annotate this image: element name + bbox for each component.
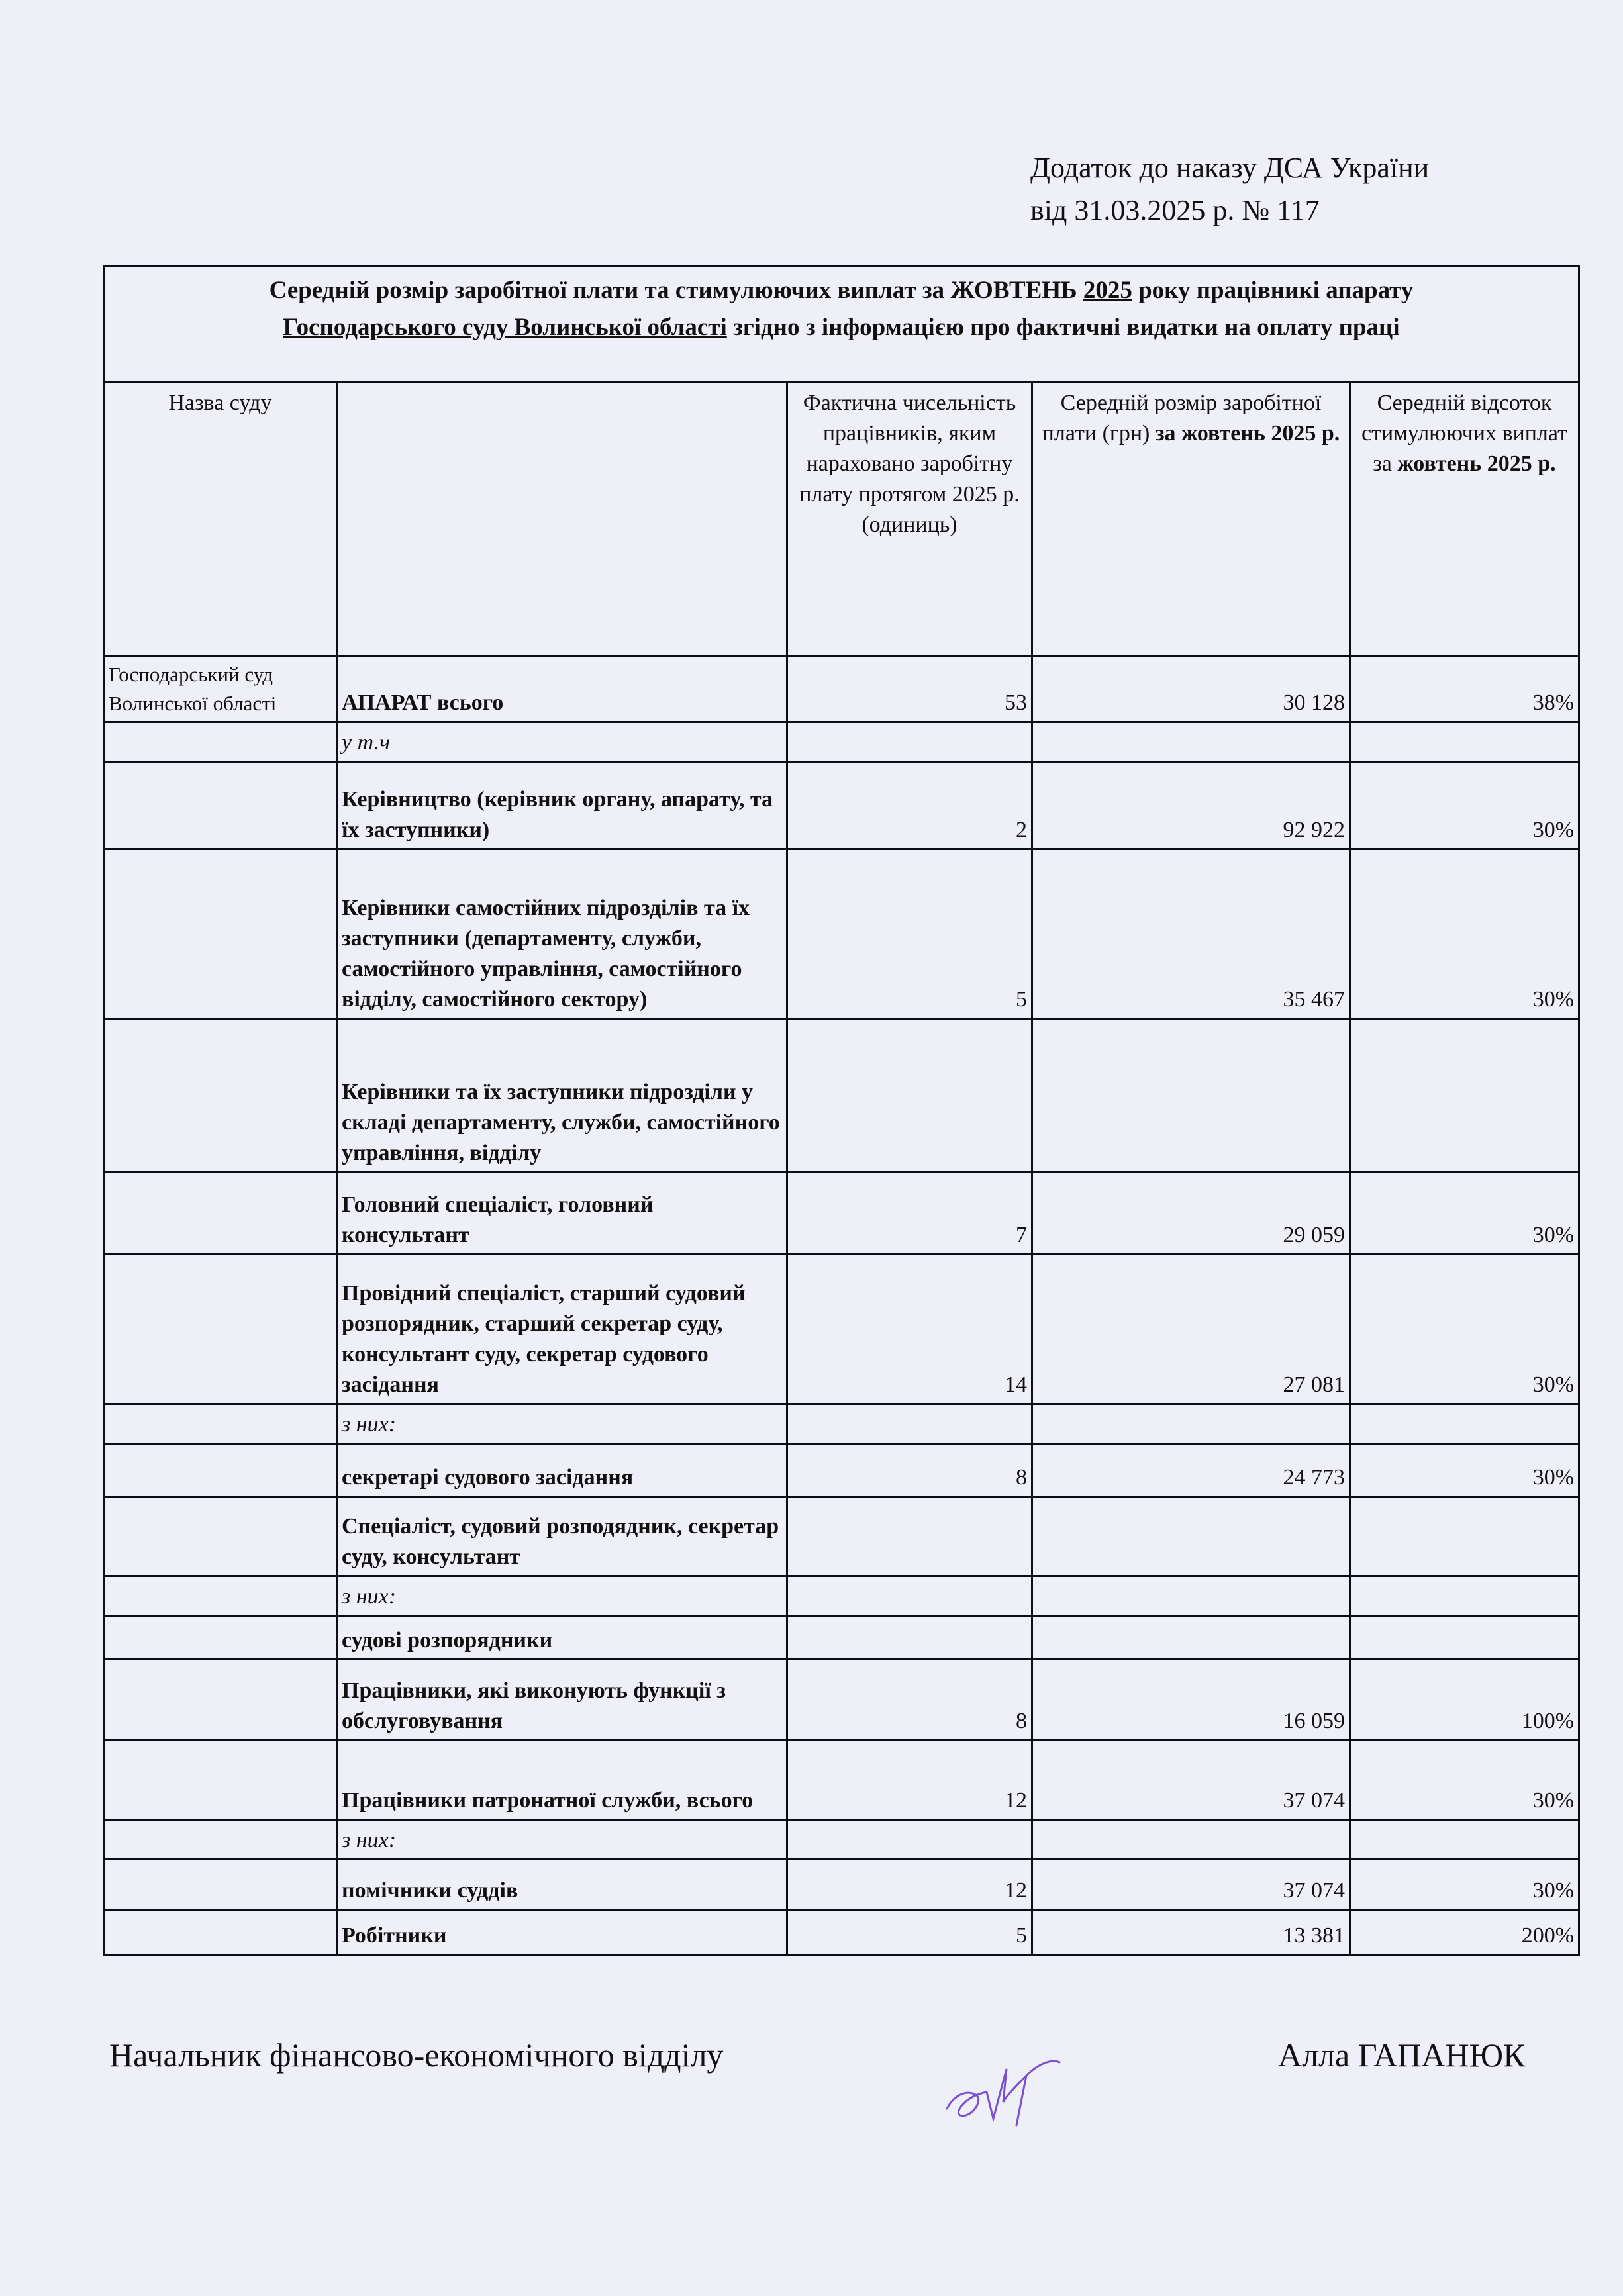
table-row: [104, 1660, 1579, 1741]
row-count: 14: [787, 1255, 1032, 1404]
row-category: Керівники та їх заступники підрозділи у складі департаменту, служби, самостійного управління, відділу: [337, 1019, 787, 1172]
row-count: 8: [787, 1444, 1032, 1497]
row-category: Головний спеціаліст, головний консультант: [337, 1172, 787, 1255]
row-salary: 24 773: [1032, 1444, 1350, 1497]
row-court-name: [104, 1497, 337, 1576]
table-row: [104, 1404, 1579, 1444]
table-title-row: [104, 266, 1579, 382]
table-row: [104, 657, 1579, 722]
table-row: [104, 1444, 1579, 1497]
header-salary: Середній розмір заробітної плати (грн) за жовтень 2025 р.: [1032, 382, 1350, 657]
table-row: [104, 849, 1579, 1019]
table-row: [104, 1910, 1579, 1955]
row-salary: 37 074: [1032, 1860, 1350, 1910]
row-count: 5: [787, 1910, 1032, 1955]
annex-note: [1030, 147, 1429, 232]
row-count: 53: [787, 657, 1032, 722]
table-row: [104, 1172, 1579, 1255]
header-court-name: Назва суду: [104, 382, 337, 657]
row-bonus: 30%: [1350, 1444, 1579, 1497]
row-category: судові розпорядники: [337, 1616, 787, 1660]
row-salary: 16 059: [1032, 1660, 1350, 1741]
row-bonus: 200%: [1350, 1910, 1579, 1955]
row-count: 5: [787, 849, 1032, 1019]
table-row: [104, 1860, 1579, 1910]
row-salary: [1032, 722, 1350, 762]
table-title: Середній розмір заробітної плати та стимулюючих виплат за ЖОВТЕНЬ 2025 року працівникі апарату Господарського суду Волинської області згідно з інформацією про фактичні видатки на оплату праці: [104, 266, 1579, 382]
table-row: [104, 1255, 1579, 1404]
row-court-name: [104, 1172, 337, 1255]
row-salary: [1032, 1820, 1350, 1860]
row-bonus: 30%: [1350, 1741, 1579, 1820]
row-court-name: [104, 1255, 337, 1404]
title-year: 2025: [1083, 277, 1132, 304]
row-bonus: 30%: [1350, 762, 1579, 849]
row-category: Керівництво (керівник органу, апарату, та їх заступники): [337, 762, 787, 849]
salary-table: [103, 265, 1580, 1956]
row-count: 7: [787, 1172, 1032, 1255]
title-court: Господарського суду Волинської області: [283, 314, 727, 341]
row-category: Спеціаліст, судовий розподядник, секретар суду, консультант: [337, 1497, 787, 1576]
row-salary: [1032, 1019, 1350, 1172]
table-row: [104, 1576, 1579, 1616]
row-salary: 27 081: [1032, 1255, 1350, 1404]
table-row: [104, 1741, 1579, 1820]
row-court-name: [104, 1860, 337, 1910]
row-count: [787, 1019, 1032, 1172]
row-court-name: [104, 1019, 337, 1172]
row-court-name: [104, 1660, 337, 1741]
table-row: [104, 1497, 1579, 1576]
row-bonus: [1350, 1497, 1579, 1576]
signature-icon: [940, 2056, 1066, 2138]
row-count: [787, 1497, 1032, 1576]
row-category: АПАРАТ всього: [337, 657, 787, 722]
row-court-name: Господарський суд Волинської області: [104, 657, 337, 722]
row-category: секретарі судового засідання: [337, 1444, 787, 1497]
table-row: [104, 762, 1579, 849]
row-category: з них:: [337, 1404, 787, 1444]
row-salary: [1032, 1576, 1350, 1616]
table-row: [104, 1019, 1579, 1172]
row-court-name: [104, 849, 337, 1019]
row-count: 12: [787, 1860, 1032, 1910]
row-bonus: 100%: [1350, 1660, 1579, 1741]
row-bonus: [1350, 1616, 1579, 1660]
header-count: Фактична чисельність працівників, яким нараховано заробітну плату протягом 2025 р. (одиниць): [787, 382, 1032, 657]
header-row: [104, 382, 1579, 657]
row-bonus: [1350, 1820, 1579, 1860]
annex-line-2: від 31.03.2025 р. № 117: [1030, 194, 1320, 226]
row-salary: [1032, 1404, 1350, 1444]
row-salary: 35 467: [1032, 849, 1350, 1019]
row-court-name: [104, 1741, 337, 1820]
row-count: [787, 1820, 1032, 1860]
table-row: [104, 1820, 1579, 1860]
row-category: з них:: [337, 1820, 787, 1860]
row-salary: 92 922: [1032, 762, 1350, 849]
row-court-name: [104, 1576, 337, 1616]
row-court-name: [104, 1910, 337, 1955]
row-category: Працівники патронатної служби, всього: [337, 1741, 787, 1820]
row-bonus: [1350, 1019, 1579, 1172]
row-category: Робітники: [337, 1910, 787, 1955]
row-category: Провідний спеціаліст, старший судовий розпорядник, старший секретар суду, консультант суду, секретар судового засідання: [337, 1255, 787, 1404]
header-category: [337, 382, 787, 657]
row-court-name: [104, 1444, 337, 1497]
row-count: [787, 722, 1032, 762]
row-court-name: [104, 1616, 337, 1660]
signer-position: Начальник фінансово-економічного відділу: [109, 2036, 724, 2074]
row-bonus: [1350, 1404, 1579, 1444]
row-bonus: 38%: [1350, 657, 1579, 722]
row-court-name: [104, 1820, 337, 1860]
row-bonus: 30%: [1350, 1172, 1579, 1255]
row-salary: 37 074: [1032, 1741, 1350, 1820]
row-salary: [1032, 1616, 1350, 1660]
row-count: 12: [787, 1741, 1032, 1820]
row-court-name: [104, 762, 337, 849]
row-salary: 13 381: [1032, 1910, 1350, 1955]
row-count: [787, 1576, 1032, 1616]
row-category: у т.ч: [337, 722, 787, 762]
row-bonus: 30%: [1350, 1255, 1579, 1404]
row-bonus: 30%: [1350, 849, 1579, 1019]
row-bonus: [1350, 722, 1579, 762]
row-count: 8: [787, 1660, 1032, 1741]
row-court-name: [104, 1404, 337, 1444]
row-count: 2: [787, 762, 1032, 849]
annex-line-1: Додаток до наказу ДСА України: [1030, 152, 1430, 184]
row-category: Керівники самостійних підрозділів та їх заступники (департаменту, служби, самостійного управління, самостійного відділу, самостійного сектору): [337, 849, 787, 1019]
row-bonus: 30%: [1350, 1860, 1579, 1910]
table-row: [104, 1616, 1579, 1660]
row-category: Працівники, які виконують функції з обслуговування: [337, 1660, 787, 1741]
row-salary: 29 059: [1032, 1172, 1350, 1255]
header-bonus: Середній відсоток стимулюючих виплат за жовтень 2025 р.: [1350, 382, 1579, 657]
row-court-name: [104, 722, 337, 762]
signer-name: Алла ГАПАНЮК: [1278, 2036, 1526, 2074]
row-salary: [1032, 1497, 1350, 1576]
row-bonus: [1350, 1576, 1579, 1616]
row-count: [787, 1404, 1032, 1444]
row-category: з них:: [337, 1576, 787, 1616]
row-count: [787, 1616, 1032, 1660]
table-row: [104, 722, 1579, 762]
row-salary: 30 128: [1032, 657, 1350, 722]
row-category: помічники суддів: [337, 1860, 787, 1910]
table-body: [104, 657, 1579, 1955]
